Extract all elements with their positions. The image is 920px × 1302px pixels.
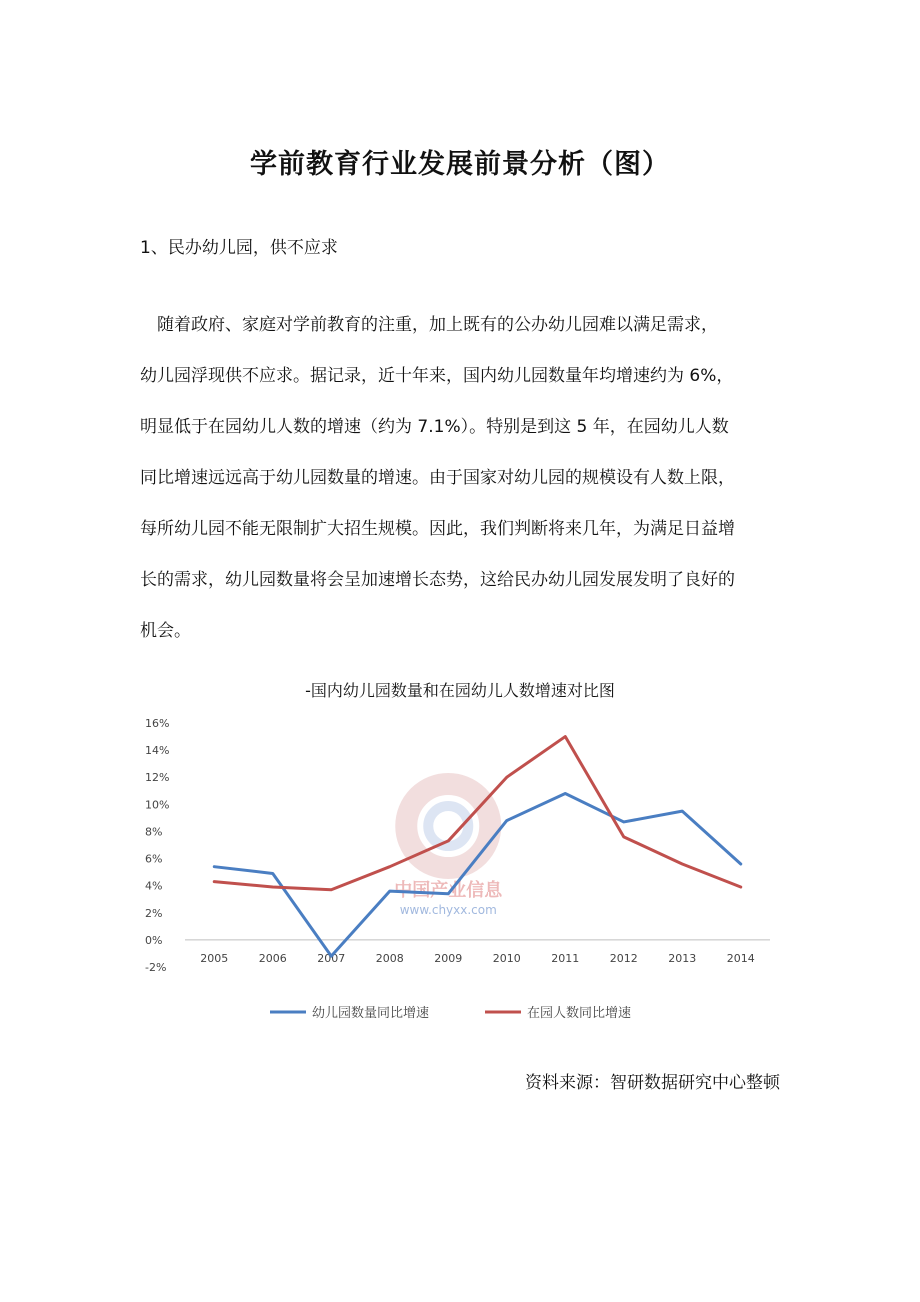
line-chart (135, 705, 785, 1035)
x-tick-label: 2007 (317, 951, 346, 965)
watermark-text: 中国产业信息 (394, 880, 503, 902)
paragraph-line: 随着政府、家庭对学前教育的注重，加上既有的公办幼儿园难以满足需求， (140, 315, 718, 335)
paragraph-line: 同比增速远远高于幼儿园数量的增速。由于国家对幼儿园的规模设有人数上限， (140, 468, 735, 488)
chart-title: -国内幼儿园数量和在园幼儿人数增速对比图 (305, 681, 615, 700)
legend-label: 在园人数同比增速 (527, 1006, 632, 1021)
paragraph-line: 长的需求，幼儿园数量将会呈加速增长态势，这给民办幼儿园发展发明了良好的 (140, 570, 735, 590)
x-tick-label: 2011 (551, 951, 580, 965)
y-tick-label: 8% (145, 825, 163, 839)
x-tick-label: 2013 (668, 951, 697, 965)
paragraph-line: 每所幼儿园不能无限制扩大招生规模。因此，我们判断将来几年，为满足日益增 (140, 519, 735, 539)
series-line-1 (214, 793, 741, 956)
y-tick-label: 0% (145, 933, 163, 947)
y-tick-label: 14% (145, 744, 170, 758)
x-tick-label: 2005 (200, 951, 229, 965)
source-note: 资料来源：智研数据研究中心整顿 (525, 1073, 780, 1093)
body-paragraph (140, 300, 792, 657)
y-tick-label: 6% (145, 852, 163, 866)
legend-label: 幼儿园数量同比增速 (312, 1006, 430, 1021)
watermark-url: www.chyxx.com (399, 903, 497, 918)
y-tick-label: -2% (145, 961, 167, 974)
x-tick-label: 2009 (434, 951, 463, 965)
y-tick-label: 12% (145, 771, 170, 785)
paragraph-line: 幼儿园浮现供不应求。据记录，近十年来，国内幼儿园数量年均增速约为 6%， (140, 366, 734, 386)
x-tick-label: 2014 (726, 951, 755, 965)
paragraph-line: 机会。 (140, 621, 191, 641)
x-tick-label: 2010 (492, 951, 521, 965)
y-tick-label: 16% (145, 717, 170, 730)
section-heading: 1、民办幼儿园，供不应求 (140, 238, 338, 258)
x-tick-label: 2012 (609, 951, 638, 965)
document-title: 学前教育行业发展前景分析（图） (250, 149, 670, 180)
y-tick-label: 2% (145, 906, 163, 920)
y-tick-label: 10% (145, 798, 170, 812)
paragraph-line: 明显低于在园幼儿人数的增速（约为 7.1%）。特别是到这 5 年，在园幼儿人数 (140, 417, 729, 437)
y-tick-label: 4% (145, 879, 163, 893)
x-tick-label: 2006 (258, 951, 287, 965)
x-tick-label: 2008 (375, 951, 404, 965)
